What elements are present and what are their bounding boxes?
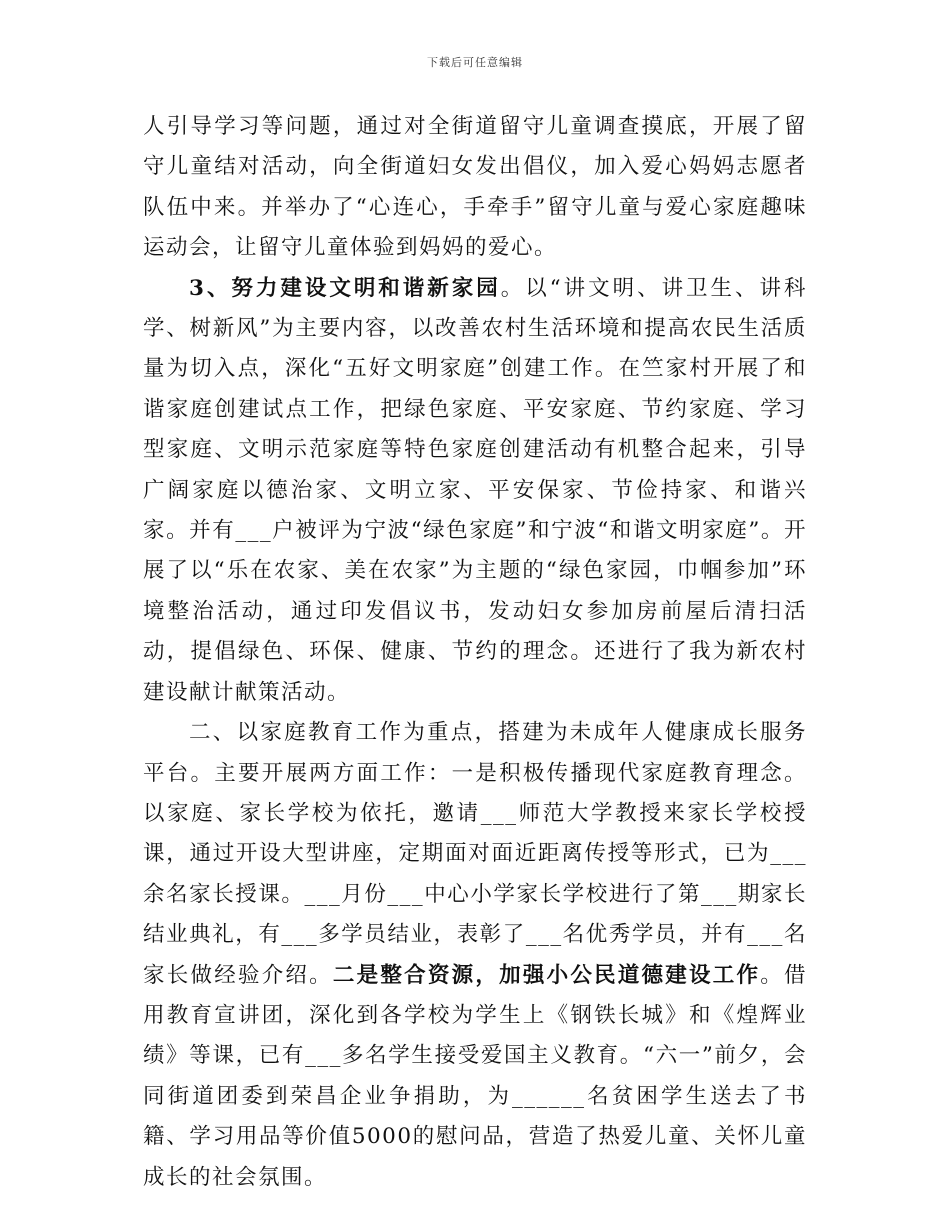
section-lead-moral-education: 二是整合资源，加强小公民道德建设工作	[332, 962, 761, 988]
section-lead-harmonious-homes: 3、努力建设文明和谐新家园	[189, 275, 501, 301]
paragraph-left-behind-children: 人引导学习等问题，通过对全街道留守儿童调查摸底，开展了留守儿童结对活动，向全街道妇女发出倡仪，加入爱心妈妈志愿者队伍中来。并举办了“心连心，手牵手”留守儿童与爱心家庭趣味运动会，让留守儿童体验到妈妈的爱心。	[143, 114, 807, 261]
paragraph-family-education-text-a: 二、以家庭教育工作为重点，搭建为未成年人健康成长服务平台。主要开展两方面工作：一是积极传播现代家庭教育理念。以家庭、家长学校为依托，邀请___师范大学教授来家长学校授课，通过开设大型讲座，定期面对面近距离传授等形式，已为___余名家长授课。___月份___中心小学家长学校进行了第___期家长结业典礼，有___多学员结业，表彰了___名优秀学员，并有___名家长做经验介绍。	[143, 720, 807, 988]
paragraph-family-education-text-b: 。借用教育宣讲团，深化到各学校为学生上《钢铁长城》和《煌辉业绩》等课，已有___多名学生接受爱国主义教育。“六一”前夕，会同街道团委到荣昌企业争捐助，为______名贫困学生送去了书籍、学习用品等价值5000的慰问品，营造了热爱儿童、关怀儿童成长的社会氛围。	[143, 962, 807, 1190]
page-header: 下载后可任意编辑	[427, 56, 523, 69]
paragraph-harmonious-homes	[143, 269, 807, 713]
document-body	[143, 107, 807, 1204]
paragraph-family-education	[143, 713, 807, 1198]
paragraph-harmonious-homes-text: 。以“讲文明、讲卫生、讲科学、树新风”为主要内容，以改善农村生活环境和提高农民生活质量为切入点，深化“五好文明家庭”创建工作。在竺家村开展了和谐家庭创建试点工作，把绿色家庭、平安家庭、节约家庭、学习型家庭、文明示范家庭等特色家庭创建活动有机整合起来，引导广阔家庭以德治家、文明立家、平安保家、节俭持家、和谐兴家。并有___户被评为宁波“绿色家庭”和宁波“和谐文明家庭”。开展了以“乐在农家、美在农家”为主题的“绿色家园，巾帼参加”环境整治活动，通过印发倡议书，发动妇女参加房前屋后清扫活动，提倡绿色、环保、健康、节约的理念。还进行了我为新农村建设献计献策活动。	[143, 275, 807, 705]
